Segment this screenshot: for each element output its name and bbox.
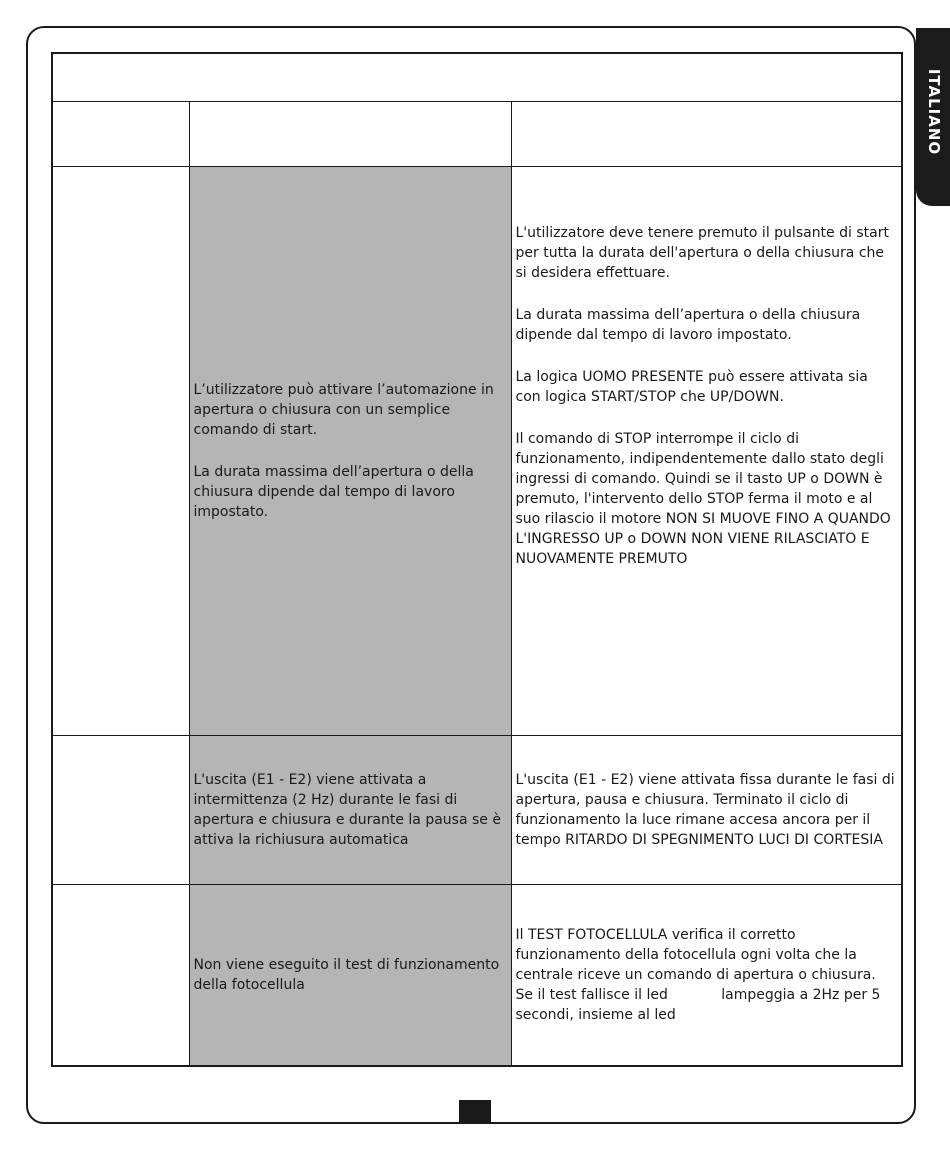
cell-paragraph: L'utilizzatore deve tenere premuto il pulsante di start per tutta la durata dell'apertura o della chiusura che si desidera effettuare.	[515, 225, 889, 281]
header-option-a	[189, 102, 511, 167]
table-title-row	[52, 53, 902, 102]
row-option-a	[189, 167, 511, 736]
row-option-b	[511, 167, 902, 736]
table-row	[52, 885, 902, 1067]
row-option-b	[511, 736, 902, 885]
row-option-a	[189, 885, 511, 1067]
cell-paragraph: Non viene eseguito il test di funzionamento della fotocellula	[193, 957, 500, 993]
language-tab-label: ITALIANO	[925, 68, 943, 156]
header-option-b	[511, 102, 902, 167]
table-row	[52, 167, 902, 736]
row-parameter	[52, 885, 189, 1067]
cell-paragraph: Il TEST FOTOCELLULA verifica il corretto funzionamento della fotocellula ogni volta che la centrale riceve un comando di apertura o chiusura.	[515, 927, 876, 983]
table-row	[52, 736, 902, 885]
row-option-a	[189, 736, 511, 885]
cell-paragraph: Se il test fallisce il led lampeggia a 2Hz per 5 secondi, insieme al led	[515, 987, 885, 1023]
row-option-b	[511, 885, 902, 1067]
cell-paragraph: La durata massima dell’apertura o della chiusura dipende dal tempo di lavoro impostato.	[515, 307, 861, 343]
cell-paragraph: Il comando di STOP interrompe il ciclo di funzionamento, indipendentemente dallo stato degli ingressi di comando. Quindi se il tasto UP o DOWN è premuto, l'intervento dello STOP ferma il moto e al suo rilascio il motore NON SI MUOVE FINO A QUANDO L'INGRESSO UP o DOWN NON VIENE RILASCIATO E NUOVAMENTE PREMUTO	[515, 431, 891, 567]
page-marker	[459, 1100, 491, 1124]
cell-paragraph: L'uscita (E1 - E2) viene attivata fissa durante le fasi di apertura, pausa e chiusura. Terminato il ciclo di funzionamento la luce rimane accesa ancora per il tempo RITARDO DI SPEGNIMENTO LUCI DI CORTESIA	[515, 772, 895, 848]
table-header-row	[52, 102, 902, 167]
header-parameter	[52, 102, 189, 167]
cell-paragraph: L’utilizzatore può attivare l’automazione in apertura o chiusura con un semplice comando di start.	[193, 382, 494, 438]
row-parameter	[52, 736, 189, 885]
parameter-table	[51, 52, 903, 1067]
table-title	[52, 53, 902, 102]
row-parameter	[52, 167, 189, 736]
cell-paragraph: L'uscita (E1 - E2) viene attivata a intermittenza (2 Hz) durante le fasi di apertura e chiusura e durante la pausa se è attiva la richiusura automatica	[193, 772, 501, 848]
cell-paragraph: La logica UOMO PRESENTE può essere attivata sia con logica START/STOP che UP/DOWN.	[515, 369, 868, 405]
cell-paragraph: La durata massima dell’apertura o della chiusura dipende dal tempo di lavoro impostato.	[193, 464, 474, 520]
